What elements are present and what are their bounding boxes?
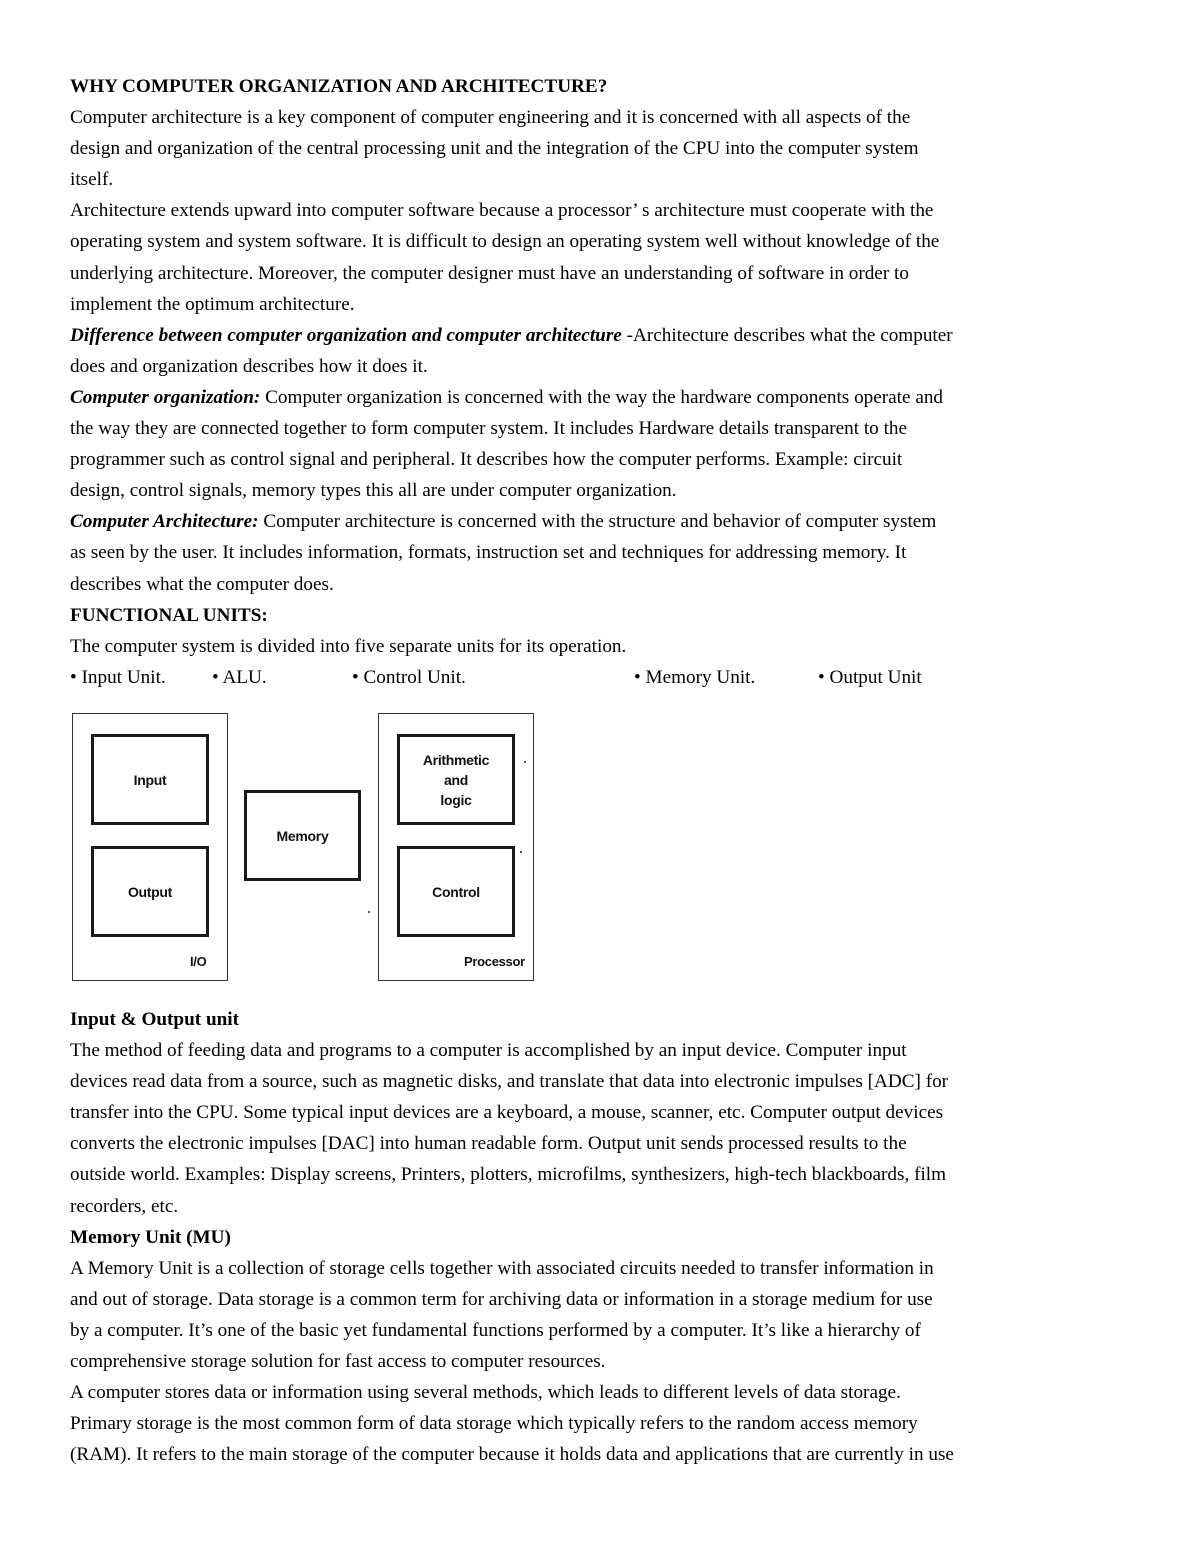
alu-box (397, 734, 515, 825)
io-label: I/O (190, 954, 207, 969)
scan-speck (520, 851, 522, 853)
scan-speck (368, 911, 370, 913)
unit-item: • Control Unit. (352, 666, 466, 688)
storage-line: A computer stores data or information using several methods, which leads to different levels of data storage. (70, 1382, 901, 1404)
architecture-label: Computer Architecture: (70, 511, 259, 533)
difference-text: -Architecture describes what the computer (621, 324, 953, 346)
control-label: Control (432, 883, 480, 900)
organization-line (70, 382, 1170, 413)
extends-line: implement the optimum architecture. (70, 293, 355, 315)
io-line: converts the electronic impulses [DAC] into human readable form. Output unit sends processed results to the (70, 1133, 907, 1155)
output-label: Output (127, 883, 173, 900)
organization-line: the way they are connected together to form computer system. It includes Hardware details transparent to the (70, 418, 908, 440)
unit-item: • Output Unit (818, 666, 922, 688)
organization-line: design, control signals, memory types this all are under computer organization. (70, 480, 677, 502)
io-line: devices read data from a source, such as magnetic disks, and translate that data into electronic impulses [ADC] for (70, 1071, 949, 1093)
alu-label-line: and (444, 771, 468, 788)
upper-text-block (70, 71, 1170, 693)
io-line: recorders, etc. (70, 1195, 179, 1217)
intro-line: design and organization of the central processing unit and the integration of the CPU into the computer system (70, 138, 919, 160)
functional-heading: FUNCTIONAL UNITS: (70, 604, 268, 626)
memory-label: Memory (276, 827, 329, 844)
io-line: outside world. Examples: Display screens, Printers, plotters, microfilms, synthesizers, high-tech blackboards, film (70, 1164, 947, 1186)
alu-label-line: logic (440, 791, 472, 808)
difference-line (70, 320, 1170, 351)
output-box (91, 846, 209, 937)
units-list (70, 662, 1170, 693)
difference-label: Difference between computer organization and computer architecture (70, 324, 622, 346)
extends-line: Architecture extends upward into computer software because a processor’ s architecture must cooperate with the (70, 200, 934, 222)
mu-line: A Memory Unit is a collection of storage cells together with associated circuits needed to transfer information in (70, 1257, 934, 1279)
intro-line: itself. (70, 169, 114, 191)
alu-label (423, 750, 489, 810)
io-line: transfer into the CPU. Some typical input devices are a keyboard, a mouse, scanner, etc. Computer output devices (70, 1102, 944, 1124)
extends-line: operating system and system software. It is difficult to design an operating system well without knowledge of the (70, 231, 940, 253)
architecture-text: Computer architecture is concerned with the structure and behavior of computer system (258, 511, 937, 533)
main-heading: WHY COMPUTER ORGANIZATION AND ARCHITECTURE? (70, 76, 608, 97)
organization-line: programmer such as control signal and peripheral. It describes how the computer performs. Example: circuit (70, 449, 903, 471)
input-box (91, 734, 209, 825)
architecture-line (70, 506, 1170, 537)
scan-speck (524, 761, 526, 763)
unit-item: • ALU. (212, 666, 267, 688)
extends-line: underlying architecture. Moreover, the computer designer must have an understanding of software in order to (70, 262, 909, 284)
storage-line: (RAM). It refers to the main storage of the computer because it holds data and applications that are currently in use (70, 1444, 954, 1466)
mu-line: and out of storage. Data storage is a common term for archiving data or information in a storage medium for use (70, 1288, 933, 1310)
processor-label: Processor (464, 954, 525, 969)
mu-heading: Memory Unit (MU) (70, 1226, 231, 1248)
architecture-line: as seen by the user. It includes information, formats, instruction set and techniques for addressing memory. It (70, 542, 907, 564)
difference-line: does and organization describes how it does it. (70, 355, 428, 377)
memory-box (244, 790, 361, 881)
functional-units-diagram (72, 713, 542, 983)
mu-line: comprehensive storage solution for fast access to computer resources. (70, 1351, 606, 1373)
mu-line: by a computer. It’s one of the basic yet fundamental functions performed by a computer. It’s like a hierarchy of (70, 1319, 921, 1341)
alu-label-line: Arithmetic (422, 751, 490, 768)
lower-text-block (70, 1004, 1170, 1470)
functional-intro: The computer system is divided into five separate units for its operation. (70, 635, 627, 657)
storage-line: Primary storage is the most common form of data storage which typically refers to the random access memory (70, 1413, 918, 1435)
intro-line: Computer architecture is a key component of computer engineering and it is concerned with all aspects of the (70, 107, 911, 129)
organization-label: Computer organization: (70, 386, 261, 408)
unit-item: • Input Unit. (70, 666, 166, 688)
organization-text: Computer organization is concerned with the way the hardware components operate and (260, 386, 944, 408)
io-heading: Input & Output unit (70, 1009, 240, 1030)
architecture-line: describes what the computer does. (70, 573, 334, 595)
io-line: The method of feeding data and programs to a computer is accomplished by an input device. Computer input (70, 1040, 907, 1062)
unit-item: • Memory Unit. (634, 666, 756, 688)
control-box (397, 846, 515, 937)
input-label: Input (133, 771, 167, 788)
